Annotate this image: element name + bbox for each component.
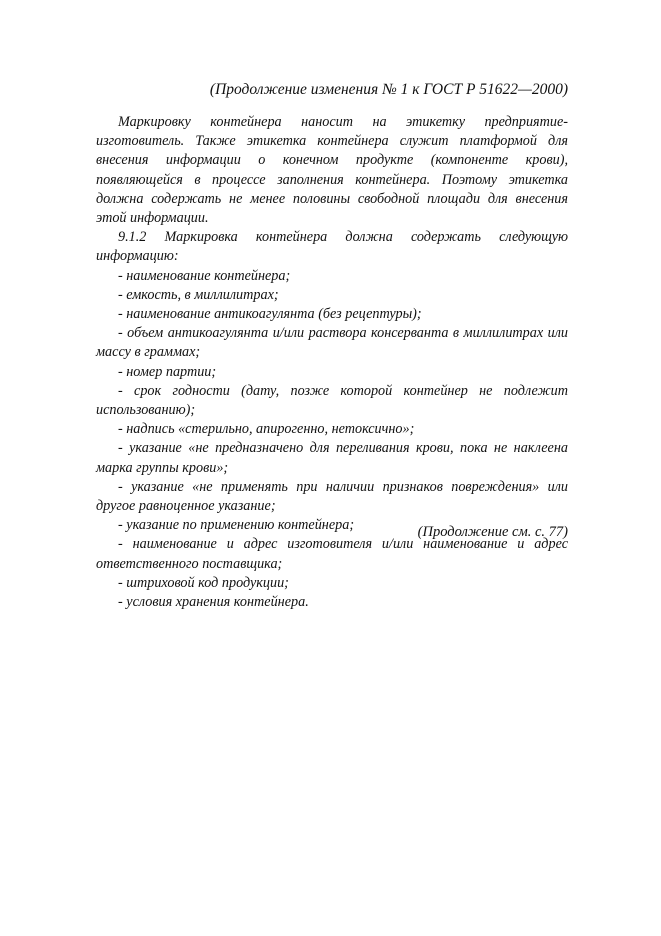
list-item: - наименование антикоагулянта (без рецептуры); [118, 306, 422, 323]
intro-paragraph: Маркировку контейнера наносит на этикетку предприятие-изготовитель. Также этикетка контейнера служит платформой для внесения информации о конечном продукте (компоненте крови), появляющейся в процессе заполнения контейнера. Поэтому этикетка должна содержать не менее половины свободной площади для внесения этой информации. [96, 114, 568, 227]
list-item: - емкость, в миллилитрах; [118, 286, 279, 303]
list-item: - объем антикоагулянта и/или раствора консерванта в миллилитрах или массу в граммах; [96, 325, 568, 361]
list-item: - штриховой код продукции; [118, 574, 289, 591]
list-item: - наименование и адрес изготовителя и/или наименование и адрес ответственного поставщика; [96, 536, 568, 572]
list-item: - срок годности (дату, позже которой контейнер не подлежит использованию); [96, 382, 568, 419]
list-item: - указание по применению контейнера; [118, 517, 355, 534]
continuation-header: (Продолжение изменения № 1 к ГОСТ Р 51622—2000) [209, 81, 568, 98]
continuation-footer: (Продолжение см. с. 77) [417, 524, 568, 540]
list-item: - условия хранения контейнера. [118, 594, 309, 611]
list-item: - наименование контейнера; [118, 267, 291, 284]
list-item: - указание «не предназначено для переливания крови, пока не наклеена марка группы крови»; [96, 440, 568, 476]
list-item: - надпись «стерильно, апирогенно, нетоксично»; [118, 421, 415, 438]
list-item: - номер партии; [118, 363, 217, 380]
clause-9-1-2: 9.1.2 Маркировка контейнера должна содержать следующую информацию: [96, 229, 568, 265]
list-item: - указание «не применять при наличии признаков повреждения» или другое равноценное указание; [96, 478, 568, 515]
